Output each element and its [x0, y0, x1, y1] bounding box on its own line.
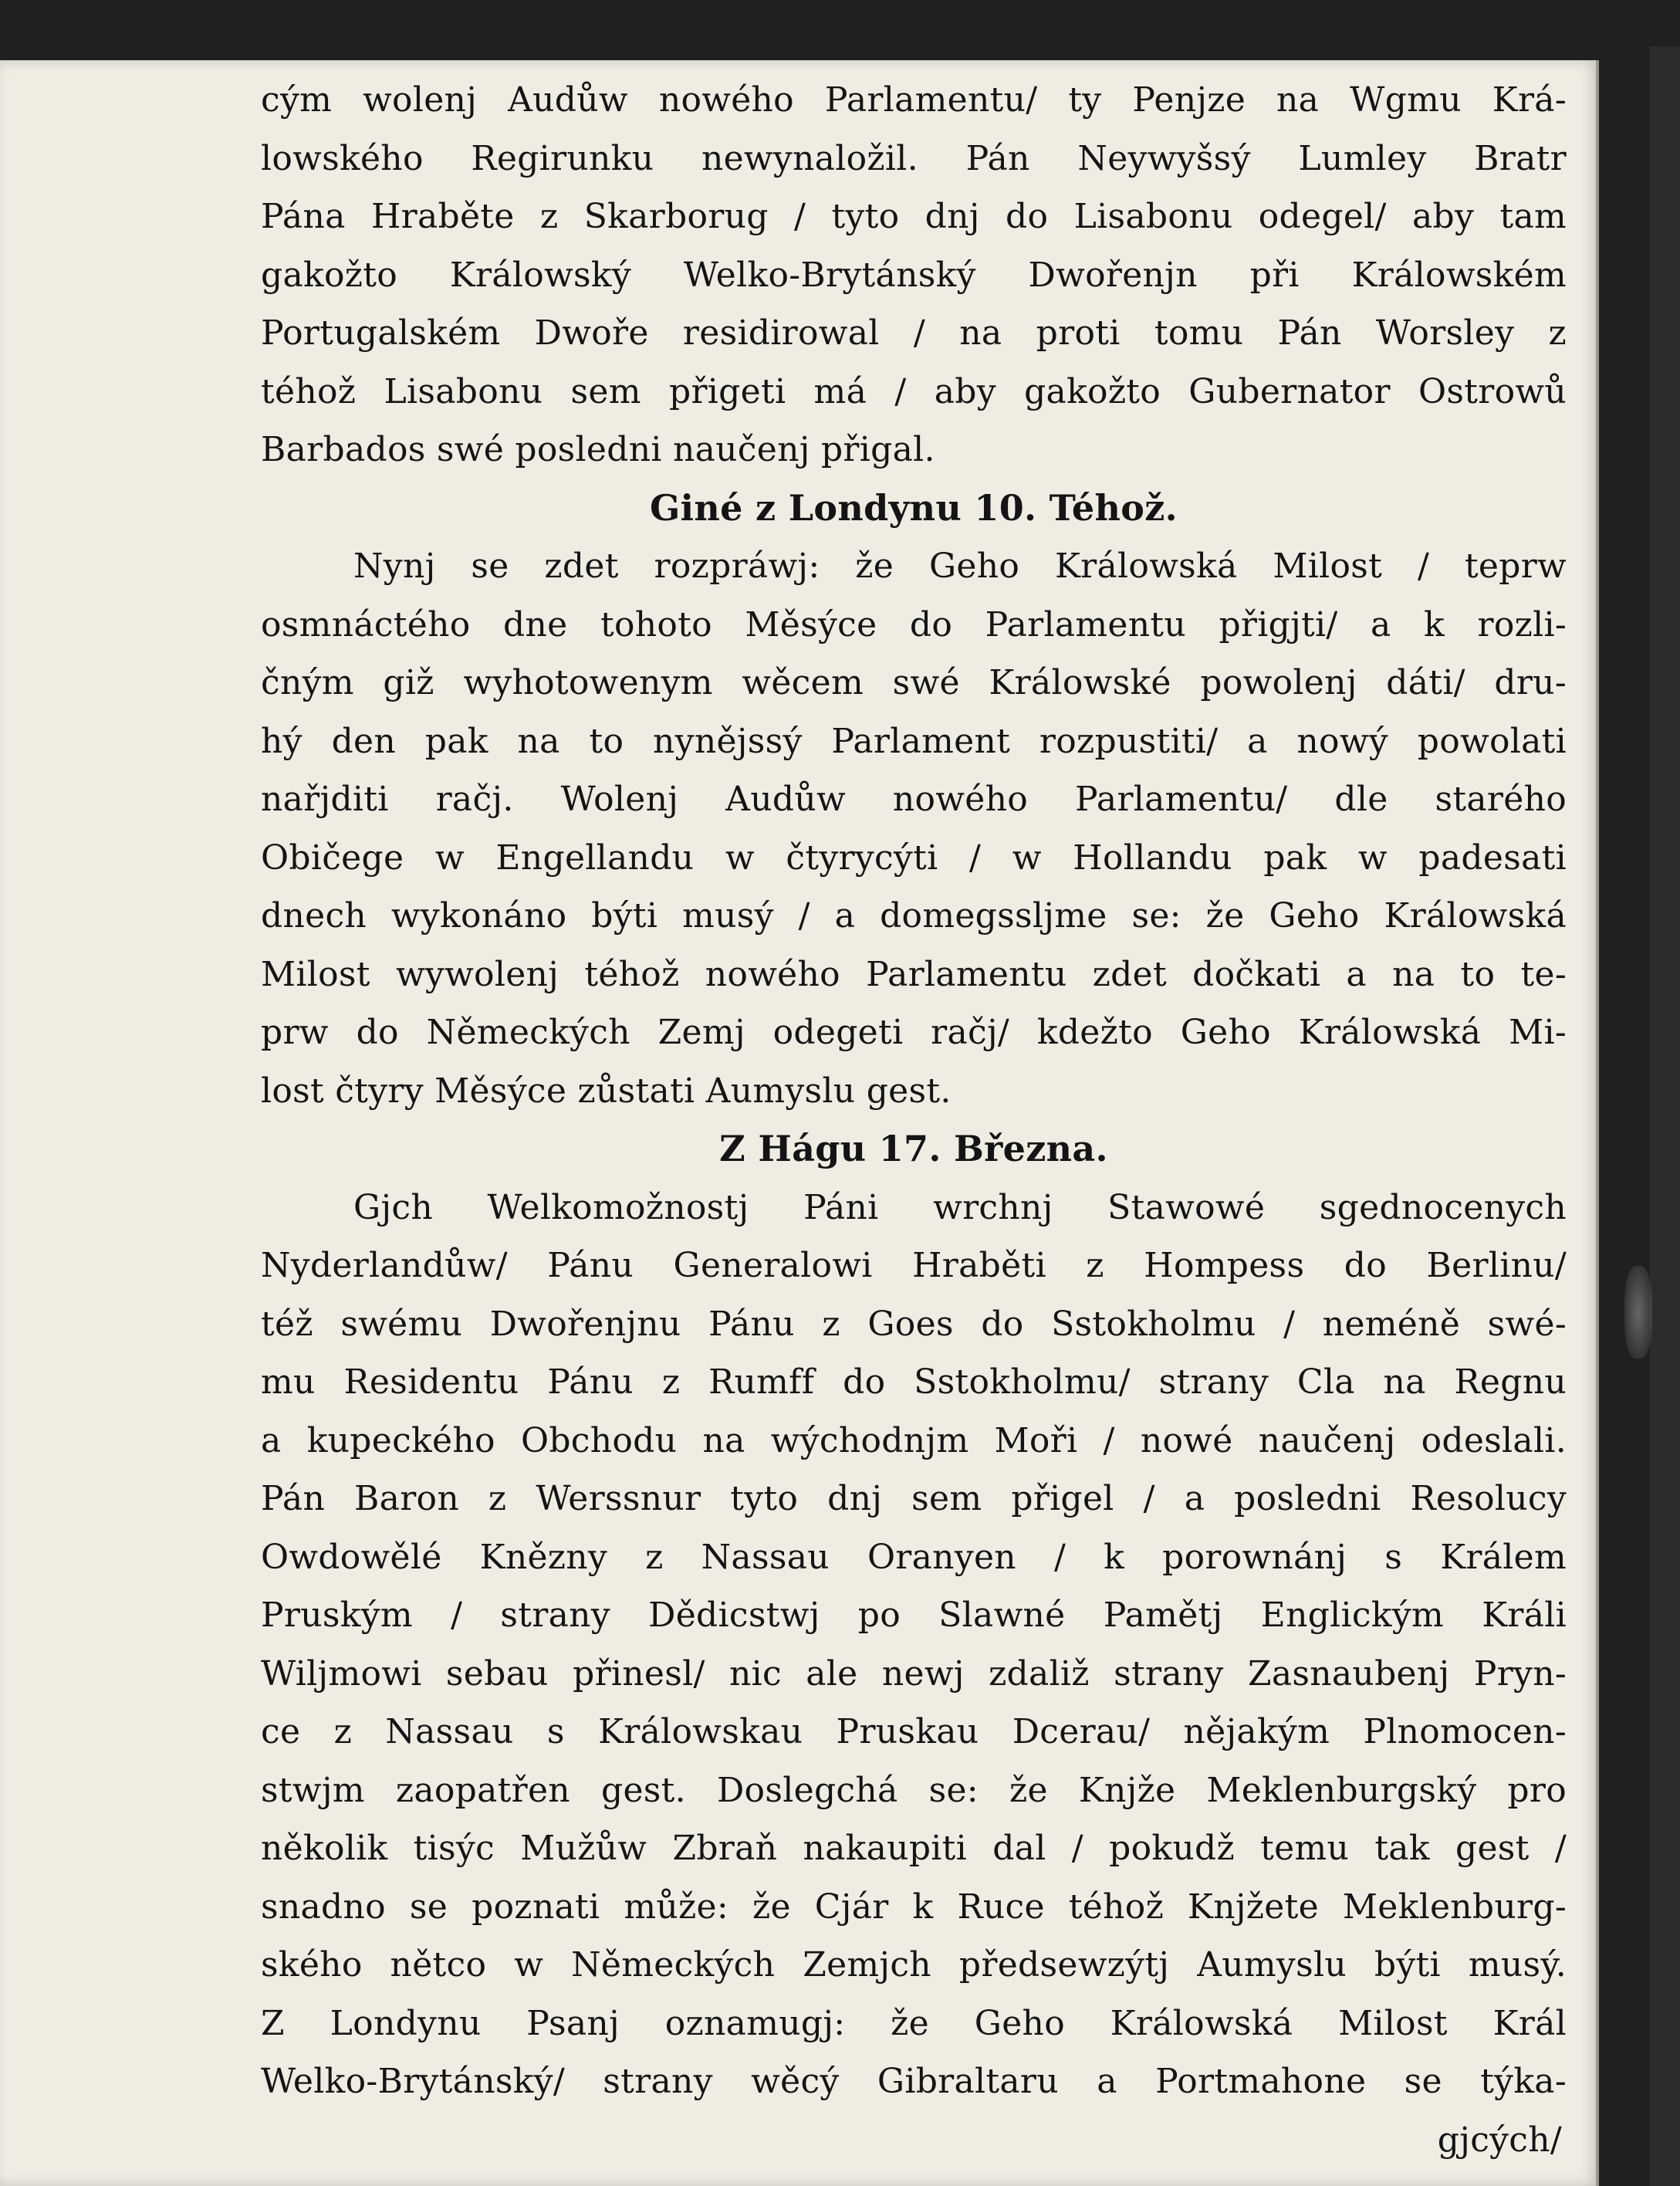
- text-line: Nynj se zdet rozpráwj: že Geho Králowská Milost / teprw: [353, 546, 1567, 586]
- text-line: snadno se poznati může: že Cjár k Ruce téhož Knjžete Meklenburg-: [261, 1887, 1567, 1927]
- text-line: lost čtyry Měsýce zůstati Aumyslu gest.: [261, 1071, 952, 1111]
- scanner-background: [1650, 46, 1680, 2186]
- text-line: dnech wykonáno býti musý / a domegssljme se: že Geho Králowská: [261, 896, 1567, 936]
- text-line: Pán Baron z Werssnur tyto dnj sem přigel / a posledni Resolucy: [261, 1479, 1567, 1518]
- text-line: lowského Regirunku newynaložil. Pán Neywyšsý Lumley Bratr: [261, 138, 1567, 178]
- text-line: Nyderlandůw/ Pánu Generalowi Hraběti z Hompess do Berlinu/: [261, 1246, 1567, 1285]
- text-line: stwjm zaopatřen gest. Doslegchá se: že Knjže Meklenburgský pro: [261, 1770, 1567, 1810]
- text-line: Običege w Engellandu w čtyrycýti / w Hollandu pak w padesati: [261, 838, 1567, 878]
- text-line: též swému Dwořenjnu Pánu z Goes do Sstokholmu / neméně swé-: [261, 1304, 1567, 1344]
- text-line: Portugalském Dwoře residirowal / na proti tomu Pán Worsley z: [261, 313, 1567, 353]
- text-line: Welko-Brytánský/ strany wěcý Gibraltaru a Portmahone se týka-: [261, 2062, 1567, 2101]
- text-line: Wiljmowi sebau přinesl/ nic ale newj zdaliž strany Zasnaubenj Pryn-: [261, 1653, 1567, 1694]
- text-line: hý den pak na to nynějssý Parlament rozpustiti/ a nowý powolati: [261, 721, 1567, 761]
- text-line: čným giž wyhotowenym wěcem swé Králowské powolenj dáti/ dru-: [261, 663, 1567, 702]
- text-line: Owdowělé Knězny z Nassau Oranyen / k porownánj s Králem: [261, 1537, 1567, 1577]
- text-line: několik tisýc Mužůw Zbraň nakaupiti dal / pokudž temu tak gest /: [261, 1829, 1567, 1868]
- page-stain: [1624, 1266, 1652, 1359]
- text-line: Pruským / strany Dědicstwj po Slawné Pamětj Englickým Králi: [261, 1596, 1567, 1635]
- text-line: ského nětco w Německých Zemjch předsewzýtj Aumyslu býti musý.: [261, 1945, 1567, 1985]
- text-line: gakožto Králowský Welko-Brytánský Dwořenjn při Králowském: [261, 255, 1567, 295]
- text-line: prw do Německých Zemj odegeti račj/ kdežto Geho Králowská Mi-: [261, 1013, 1567, 1052]
- text-line: osmnáctého dne tohoto Měsýce do Parlamentu přigjti/ a k rozli-: [261, 604, 1567, 645]
- section-heading-hague: Z Hágu 17. Března.: [719, 1128, 1108, 1169]
- text-line: nařjditi račj. Wolenj Audůw nowého Parlamentu/ dle starého: [261, 780, 1567, 819]
- text-line: mu Residentu Pánu z Rumff do Sstokholmu/ strany Cla na Regnu: [261, 1362, 1567, 1402]
- text-line: cým wolenj Audůw nowého Parlamentu/ ty Penjze na Wgmu Krá-: [261, 80, 1567, 120]
- text-line: Milost wywolenj téhož nowého Parlamentu zdet dočkati a na to te-: [261, 954, 1567, 994]
- section-heading-london: Giné z Londynu 10. Téhož.: [650, 486, 1178, 529]
- text-line: Barbados swé posledni naučenj přigal.: [261, 430, 935, 469]
- page-text-block: [261, 71, 1567, 2169]
- text-line: ce z Nassau s Králowskau Pruskau Dcerau/ nějakým Plnomocen-: [261, 1712, 1567, 1751]
- text-line: téhož Lisabonu sem přigeti má / aby gakožto Gubernator Ostrowů: [261, 371, 1567, 411]
- text-line: Gjch Welkomožnostj Páni wrchnj Stawowé sgednocenych: [353, 1187, 1567, 1227]
- text-line: a kupeckého Obchodu na wýchodnjm Moři / nowé naučenj odeslali.: [261, 1420, 1567, 1460]
- text-line: Pána Hraběte z Skarborug / tyto dnj do Lisabonu odegel/ aby tam: [261, 197, 1567, 236]
- text-line: Z Londynu Psanj oznamugj: že Geho Králowská Milost Král: [261, 2003, 1567, 2043]
- catchword: gjcých/: [1437, 2120, 1562, 2160]
- page-edge: [1596, 60, 1599, 2186]
